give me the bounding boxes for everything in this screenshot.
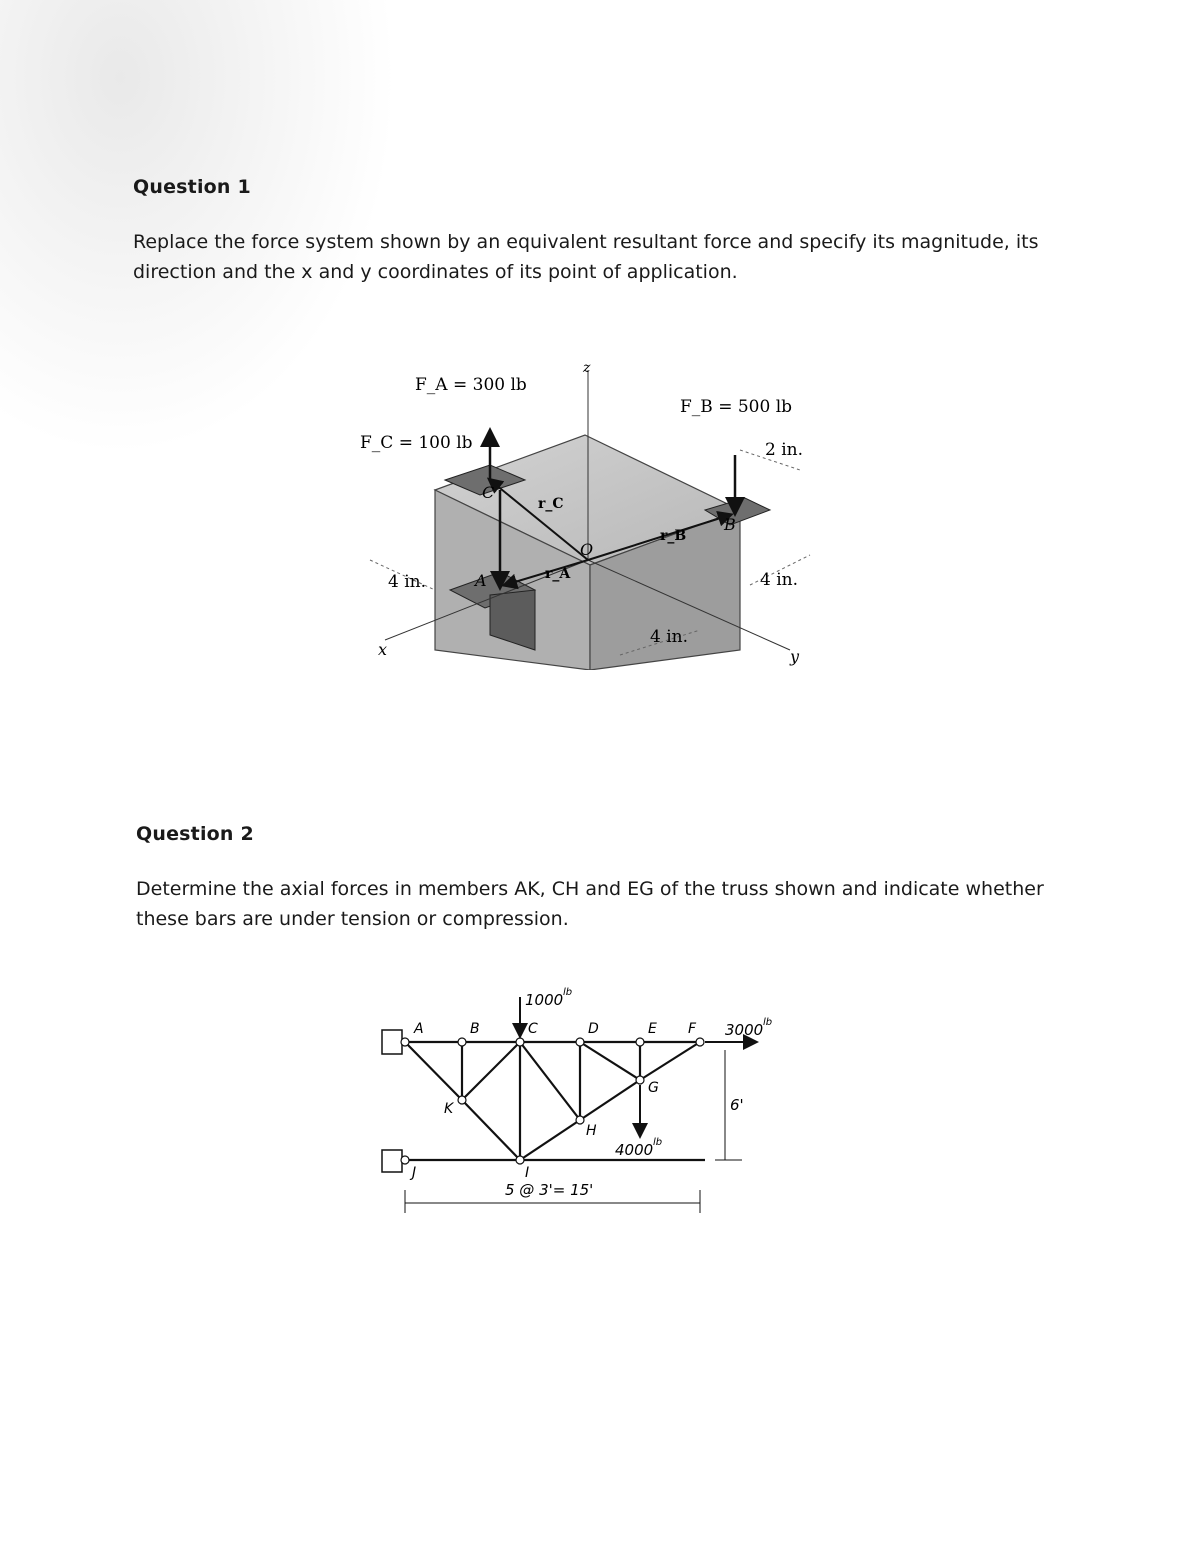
height-dimension: 6' (730, 1096, 744, 1114)
label-z: z (583, 360, 591, 376)
label-fc: F_C = 100 lb (360, 433, 473, 453)
member-ki (462, 1100, 520, 1160)
joint-label-c: C (528, 1021, 538, 1037)
joint-label-i: I (525, 1165, 530, 1181)
label-fa: F_A = 300 lb (415, 375, 527, 395)
label-c: C (482, 483, 495, 502)
label-o: O (580, 540, 594, 559)
load-g-value: 4000 (615, 1141, 654, 1159)
support-a (382, 1030, 402, 1054)
joint-label-g: G (648, 1080, 659, 1096)
load-f-unit: lb (763, 1017, 773, 1028)
label-2in: 2 in. (765, 440, 804, 460)
joint-label-e: E (648, 1021, 657, 1037)
load-f-value: 3000 (725, 1021, 764, 1039)
label-a: A (475, 571, 487, 590)
label-4in-left: 4 in. (388, 572, 427, 592)
label-rc: r_C (538, 496, 564, 512)
question-2-title: Question 2 (136, 823, 254, 845)
load-g-unit: lb (653, 1137, 663, 1148)
force-system-figure (340, 350, 840, 670)
load-c-value: 1000 (525, 991, 564, 1009)
joint-label-f: F (688, 1021, 697, 1037)
label-ra: r_A (545, 566, 571, 582)
label-rb: r_B (660, 528, 687, 544)
joint-label-b: B (470, 1021, 480, 1037)
label-b: B (724, 515, 736, 534)
member-ch (520, 1042, 580, 1120)
joint-label-k: K (444, 1101, 454, 1117)
member-gf (640, 1042, 700, 1080)
question-1-title: Question 1 (133, 176, 251, 198)
support-j (382, 1150, 402, 1172)
label-fb: F_B = 500 lb (680, 397, 793, 417)
label-y: y (790, 647, 800, 666)
member-dg (580, 1042, 640, 1080)
joint-label-a: A (414, 1021, 424, 1037)
question-2-text: Determine the axial forces in members AK, CH and EG of the truss shown and indicate whether these bars are under tension or compression. (136, 878, 1044, 930)
truss-figure (370, 985, 810, 1215)
joint-label-h: H (586, 1123, 597, 1139)
question-1-text: Replace the force system shown by an equivalent resultant force and specify its magnitude, its direction and the x and y coordinates of its point of application. (133, 231, 1039, 283)
joint-label-d: D (588, 1021, 599, 1037)
member-hg (580, 1080, 640, 1120)
member-ak (405, 1042, 462, 1100)
member-hi (520, 1120, 580, 1160)
label-x: x (378, 640, 388, 659)
member-kc (462, 1042, 520, 1100)
span-dimension: 5 @ 3'= 15' (505, 1181, 594, 1199)
load-c-unit: lb (563, 987, 573, 998)
joint-label-j: J (412, 1165, 417, 1181)
label-4in-right: 4 in. (760, 570, 799, 590)
label-4in-front: 4 in. (650, 627, 689, 647)
